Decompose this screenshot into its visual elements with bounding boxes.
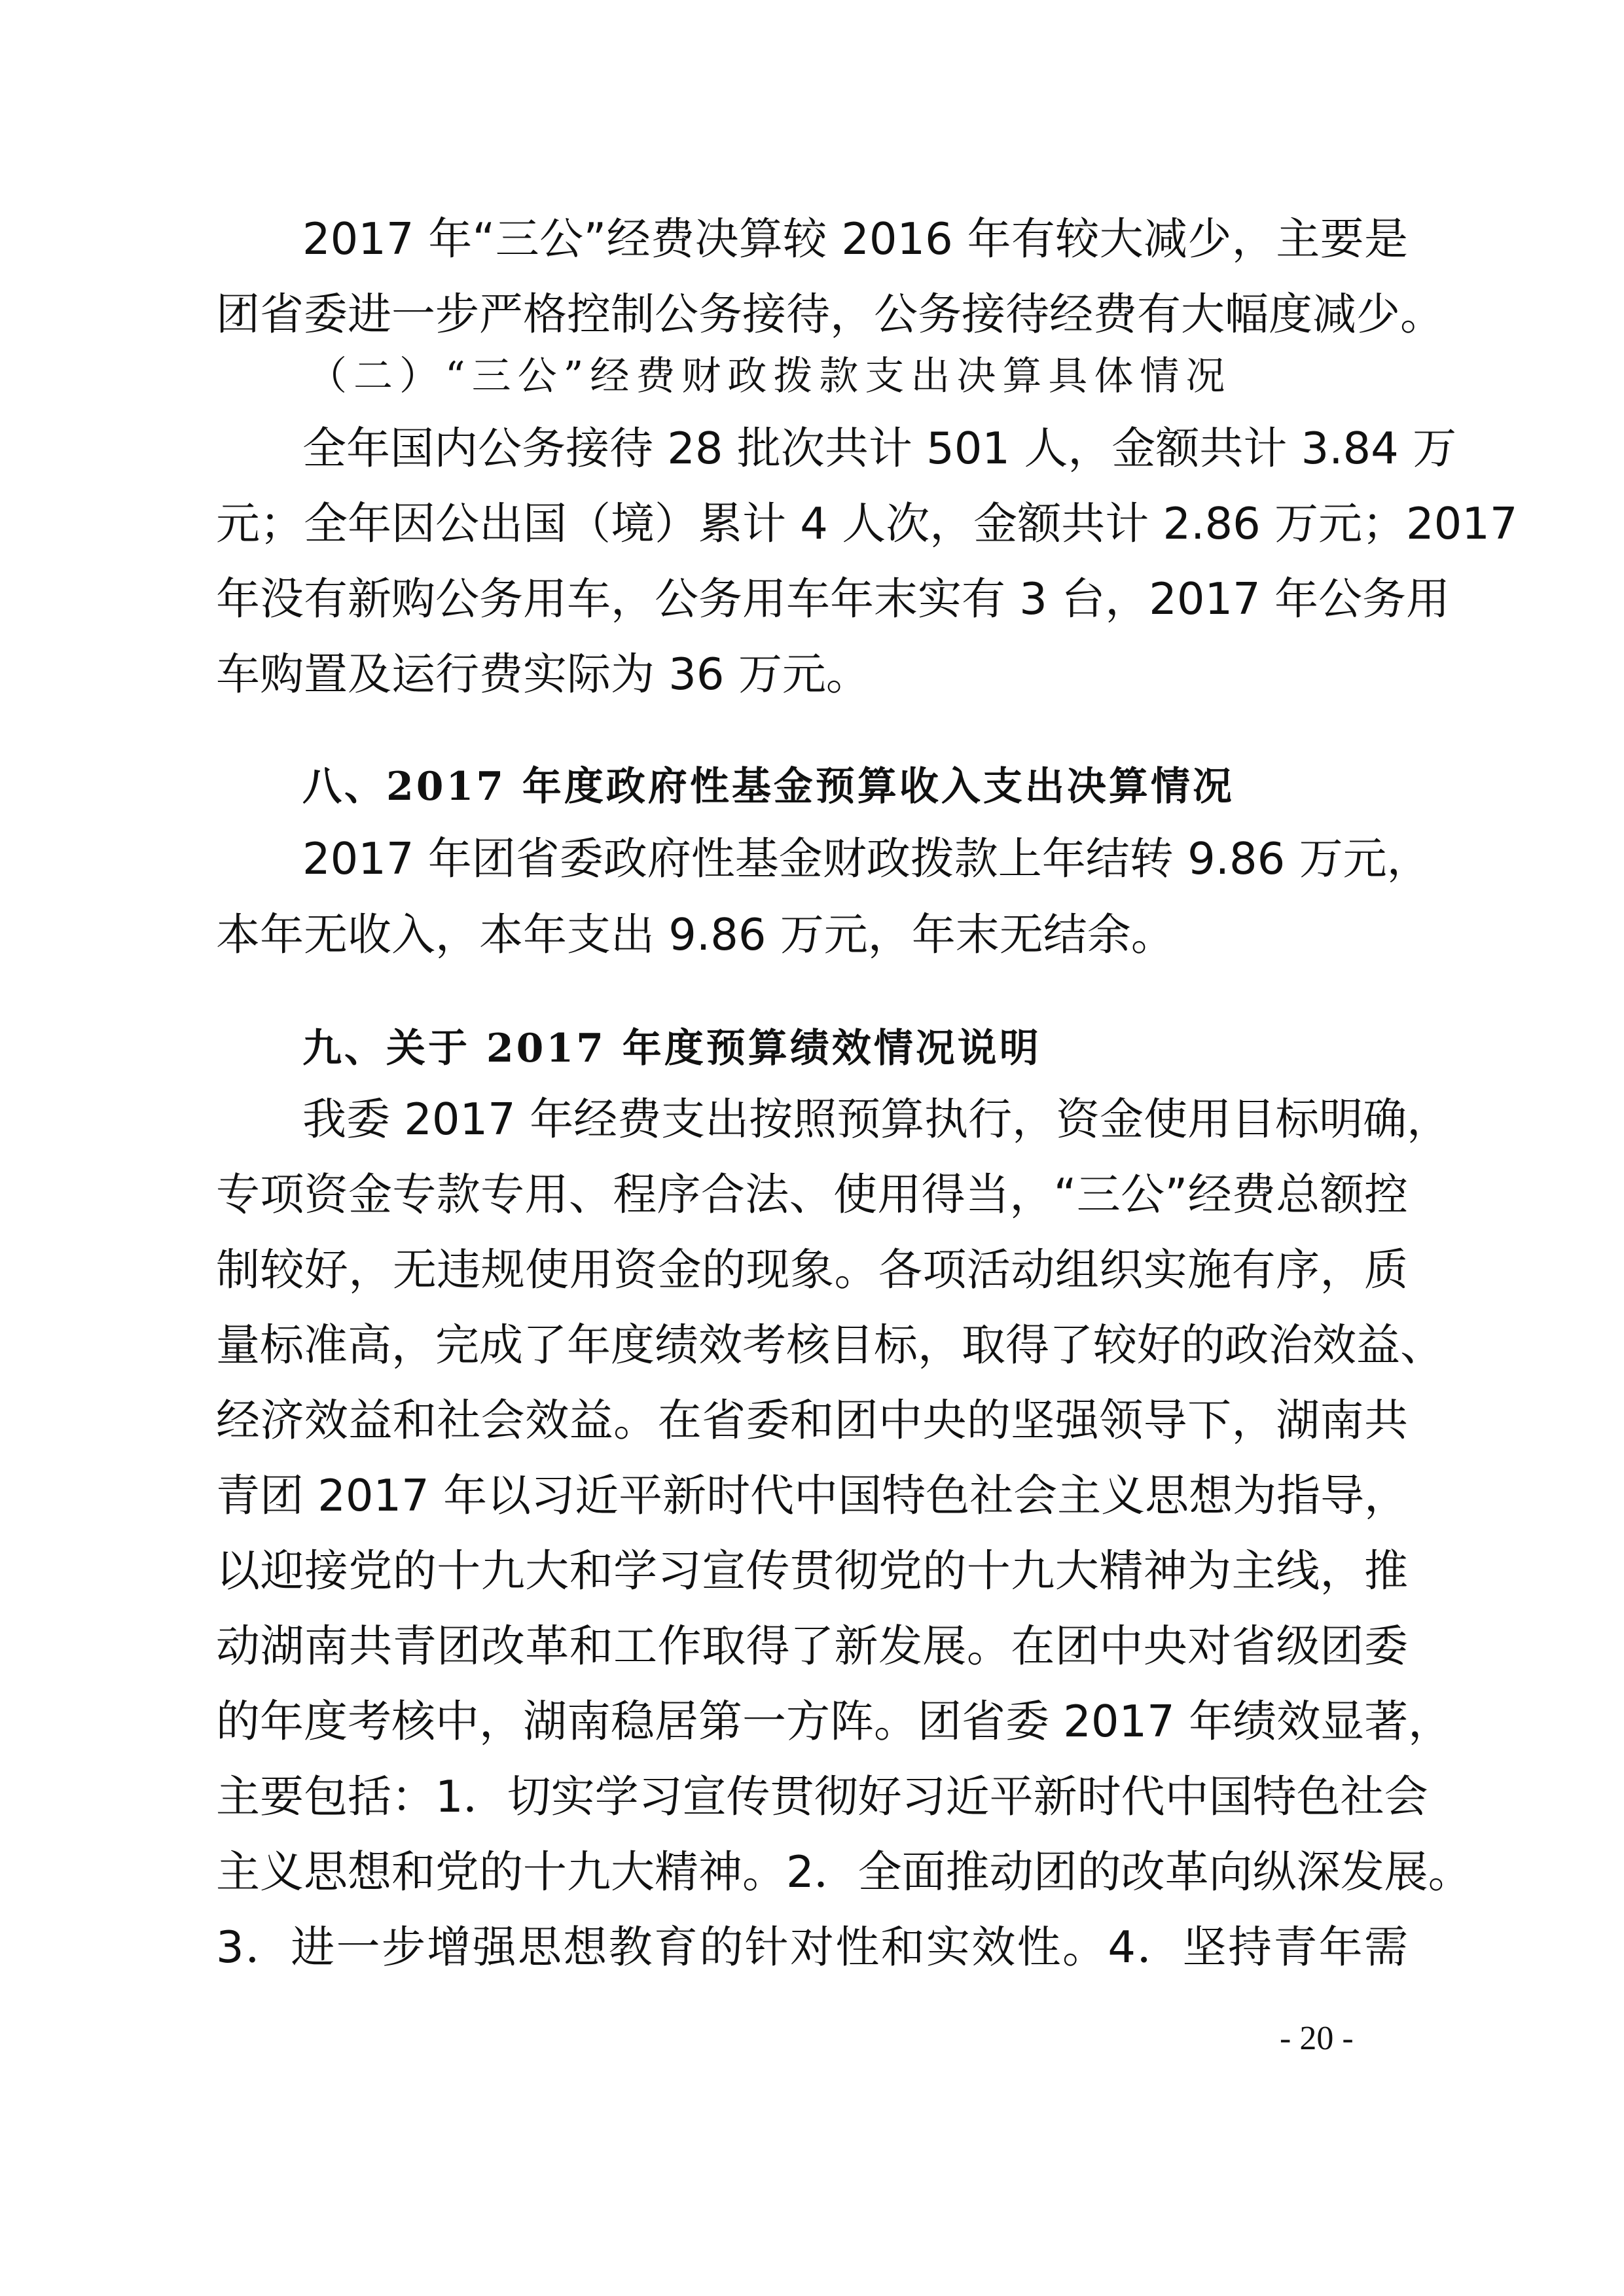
paragraph-line: 主要包括：1．切实学习宣传贯彻好习近平新时代中国特色社会 [216,1771,1428,1822]
section-heading: 九、关于 2017 年度预算绩效情况说明 [302,1026,1041,1071]
paragraph-line: 2017 年团省委政府性基金财政拨款上年结转 9.86 万元， [302,833,1431,884]
paragraph-line: 全年国内公务接待 28 批次共计 501 人，金额共计 3.84 万 [302,423,1457,474]
paragraph-line: 专项资金专款专用、程序合法、使用得当，“三公”经费总额控 [216,1169,1408,1220]
paragraph-line: 经济效益和社会效益。在省委和团中央的坚强领导下，湖南共 [216,1395,1408,1446]
paragraph-line: 动湖南共青团改革和工作取得了新发展。在团中央对省级团委 [216,1621,1408,1672]
subsection-heading: （二）“三公”经费财政拨款支出决算具体情况 [308,353,1232,399]
paragraph-line: 元；全年因公出国（境）累计 4 人次，金额共计 2.86 万元；2017 [216,498,1518,549]
paragraph-line: 以迎接党的十九大和学习宣传贯彻党的十九大精神为主线，推 [216,1545,1408,1596]
paragraph-line: 本年无收入，本年支出 9.86 万元，年末无结余。 [216,909,1175,960]
page-number: - 20 - [1280,2020,1354,2057]
paragraph-line: 的年度考核中，湖南稳居第一方阵。团省委 2017 年绩效显著， [216,1696,1453,1747]
paragraph-line: 量标准高，完成了年度绩效考核目标，取得了较好的政治效益、 [216,1319,1444,1371]
paragraph-line: 车购置及运行费实际为 36 万元。 [216,649,870,700]
paragraph-line: 团省委进一步严格控制公务接待，公务接待经费有大幅度减少。 [216,289,1444,340]
paragraph-line: 我委 2017 年经费支出按照预算执行，资金使用目标明确， [302,1094,1451,1145]
section-heading: 八、2017 年度政府性基金预算收入支出决算情况 [302,764,1235,810]
paragraph-line: 2017 年“三公”经费决算较 2016 年有较大减少，主要是 [302,213,1408,264]
paragraph-line: 3．进一步增强思想教育的针对性和实效性。4．坚持青年需 [216,1922,1408,1973]
paragraph-line: 制较好，无违规使用资金的现象。各项活动组织实施有序，质 [216,1244,1408,1295]
paragraph-line: 主义思想和党的十九大精神。2．全面推动团的改革向纵深发展。 [216,1846,1472,1897]
paragraph-line: 年没有新购公务用车，公务用车年末实有 3 台，2017 年公务用 [216,573,1451,624]
paragraph-line: 青团 2017 年以习近平新时代中国特色社会主义思想为指导， [216,1470,1409,1521]
